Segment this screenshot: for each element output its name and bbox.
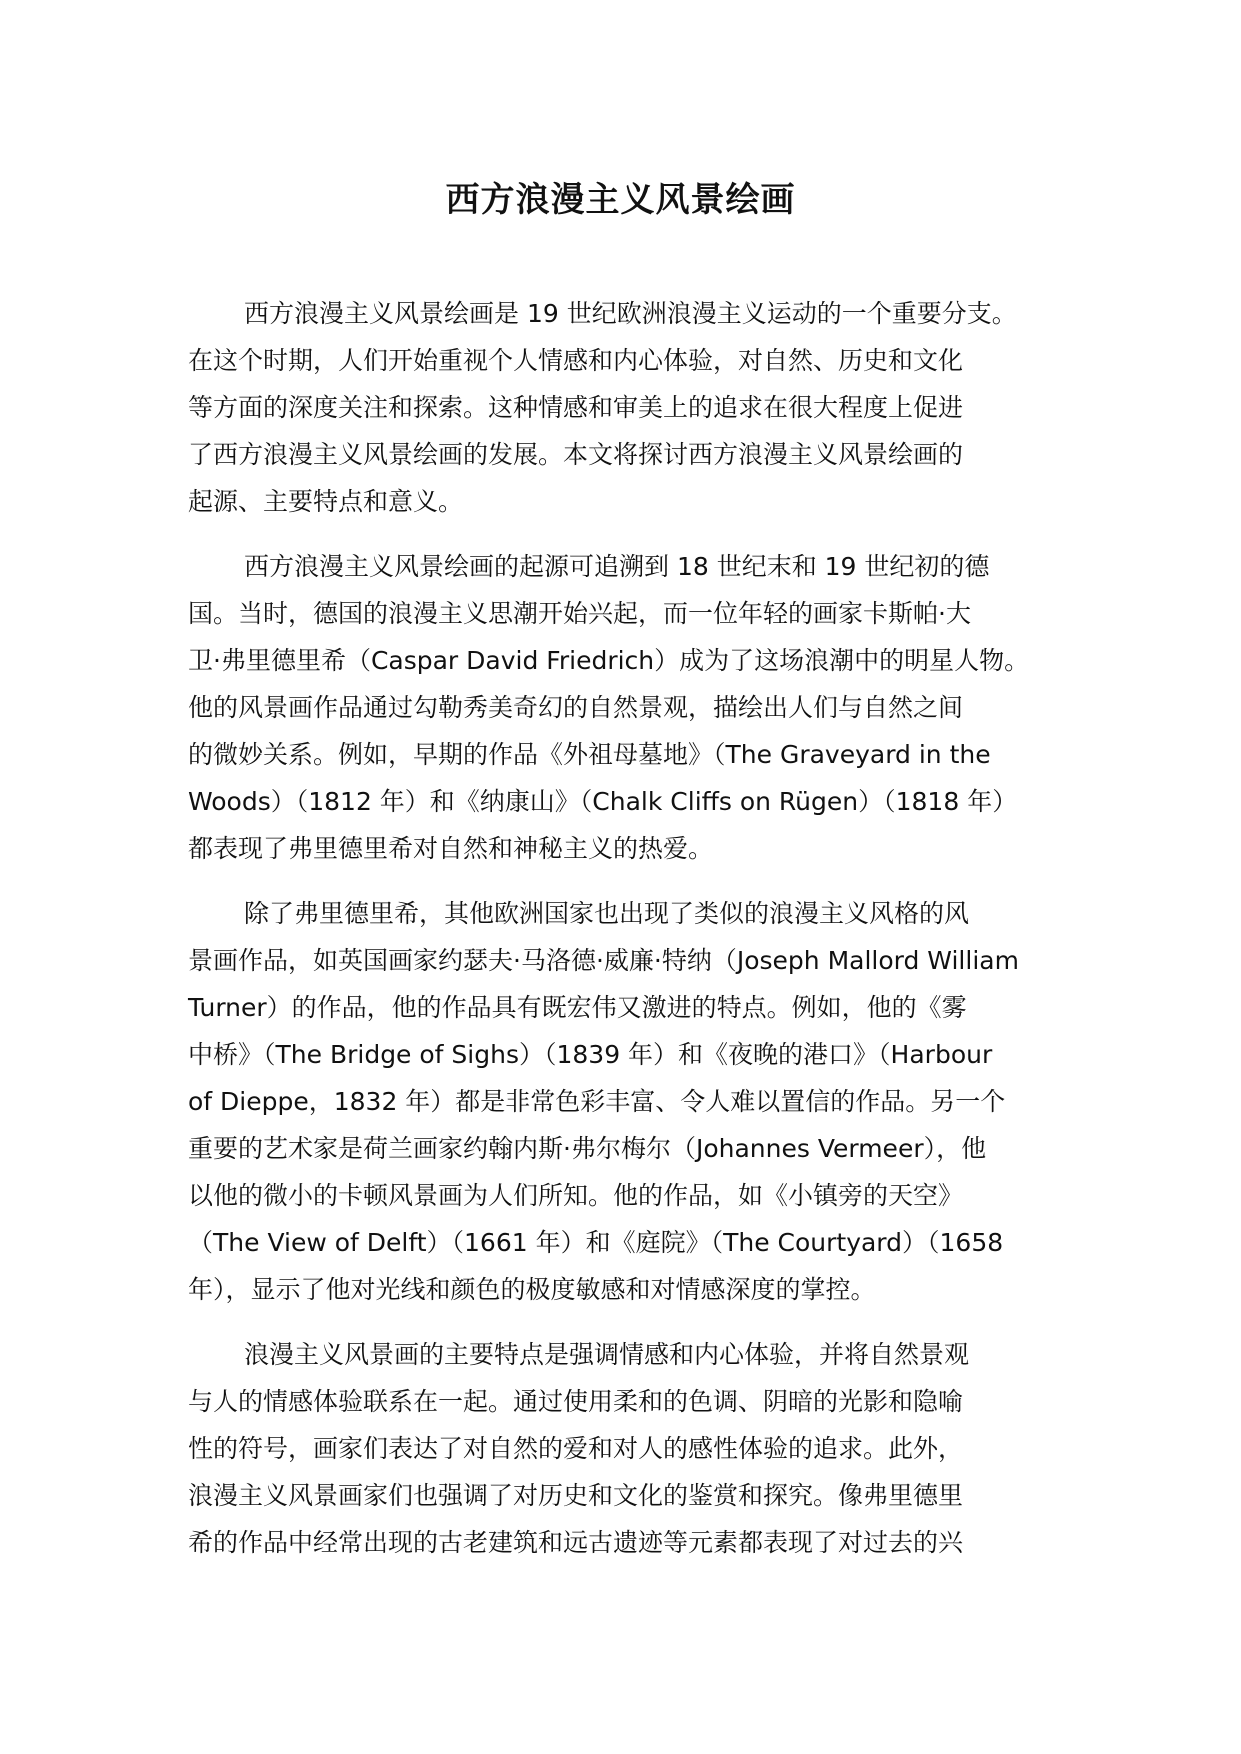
paragraph-line: 国。当时，德国的浪漫主义思潮开始兴起，而一位年轻的画家卡斯帕·大 xyxy=(188,599,971,628)
paragraph-line: 都表现了弗里德里希对自然和神秘主义的热爱。 xyxy=(188,834,714,863)
paragraph-1 xyxy=(188,290,1068,525)
paragraph-line: 西方浪漫主义风景绘画是 19 世纪欧洲浪漫主义运动的一个重要分支。 xyxy=(244,299,1017,328)
paragraph-line: 重要的艺术家是荷兰画家约翰内斯·弗尔梅尔（Johannes Vermeer），他 xyxy=(188,1134,987,1163)
paragraph-line: 浪漫主义风景画家们也强调了对历史和文化的鉴赏和探究。像弗里德里 xyxy=(188,1481,964,1510)
paragraph-line: 起源、主要特点和意义。 xyxy=(188,487,464,516)
paragraph-line: 与人的情感体验联系在一起。通过使用柔和的色调、阴暗的光影和隐喻 xyxy=(188,1387,964,1416)
paragraph-line: 了西方浪漫主义风景绘画的发展。本文将探讨西方浪漫主义风景绘画的 xyxy=(188,440,964,469)
paragraph-line: 以他的微小的卡顿风景画为人们所知。他的作品，如《小镇旁的天空》 xyxy=(188,1181,964,1210)
paragraph-line: 景画作品，如英国画家约瑟夫·马洛德·威廉·特纳（Joseph Mallord William xyxy=(188,946,1019,975)
paragraph-line: （The View of Delft）（1661 年）和《庭院》（The Courtyard）（1658 xyxy=(188,1228,1004,1257)
paragraph-line: 等方面的深度关注和探索。这种情感和审美上的追求在很大程度上促进 xyxy=(188,393,964,422)
paragraph-line: 浪漫主义风景画的主要特点是强调情感和内心体验，并将自然景观 xyxy=(244,1340,970,1369)
document-title: 西方浪漫主义风景绘画 xyxy=(445,180,796,220)
paragraph-line: 在这个时期，人们开始重视个人情感和内心体验，对自然、历史和文化 xyxy=(188,346,964,375)
paragraph-line: 性的符号，画家们表达了对自然的爱和对人的感性体验的追求。此外， xyxy=(188,1434,964,1463)
paragraph-line: 的微妙关系。例如，早期的作品《外祖母墓地》（The Graveyard in the xyxy=(188,740,991,769)
paragraph-line: Woods）（1812 年）和《纳康山》（Chalk Cliffs on Rügen）（1818 年） xyxy=(188,787,1018,816)
paragraph-2 xyxy=(188,543,1068,872)
paragraph-line: 除了弗里德里希，其他欧洲国家也出现了类似的浪漫主义风格的风 xyxy=(244,899,970,928)
paragraph-line: of Dieppe，1832 年）都是非常色彩丰富、令人难以置信的作品。另一个 xyxy=(188,1087,1006,1116)
paragraph-4 xyxy=(188,1331,1068,1566)
paragraph-line: 年），显示了他对光线和颜色的极度敏感和对情感深度的掌控。 xyxy=(188,1275,876,1304)
paragraph-line: 中桥》（The Bridge of Sighs）（1839 年）和《夜晚的港口》（Harbour xyxy=(188,1040,993,1069)
paragraph-3 xyxy=(188,890,1068,1313)
paragraph-line: Turner）的作品，他的作品具有既宏伟又激进的特点。例如，他的《雾 xyxy=(188,993,967,1022)
paragraph-line: 希的作品中经常出现的古老建筑和远古遗迹等元素都表现了对过去的兴 xyxy=(188,1528,964,1557)
paragraph-line: 西方浪漫主义风景绘画的起源可追溯到 18 世纪末和 19 世纪初的德 xyxy=(244,552,990,581)
paragraph-line: 他的风景画作品通过勾勒秀美奇幻的自然景观，描绘出人们与自然之间 xyxy=(188,693,964,722)
paragraph-line: 卫·弗里德里希（Caspar David Friedrich）成为了这场浪潮中的明星人物。 xyxy=(188,646,1030,675)
document-body xyxy=(188,290,1068,1584)
